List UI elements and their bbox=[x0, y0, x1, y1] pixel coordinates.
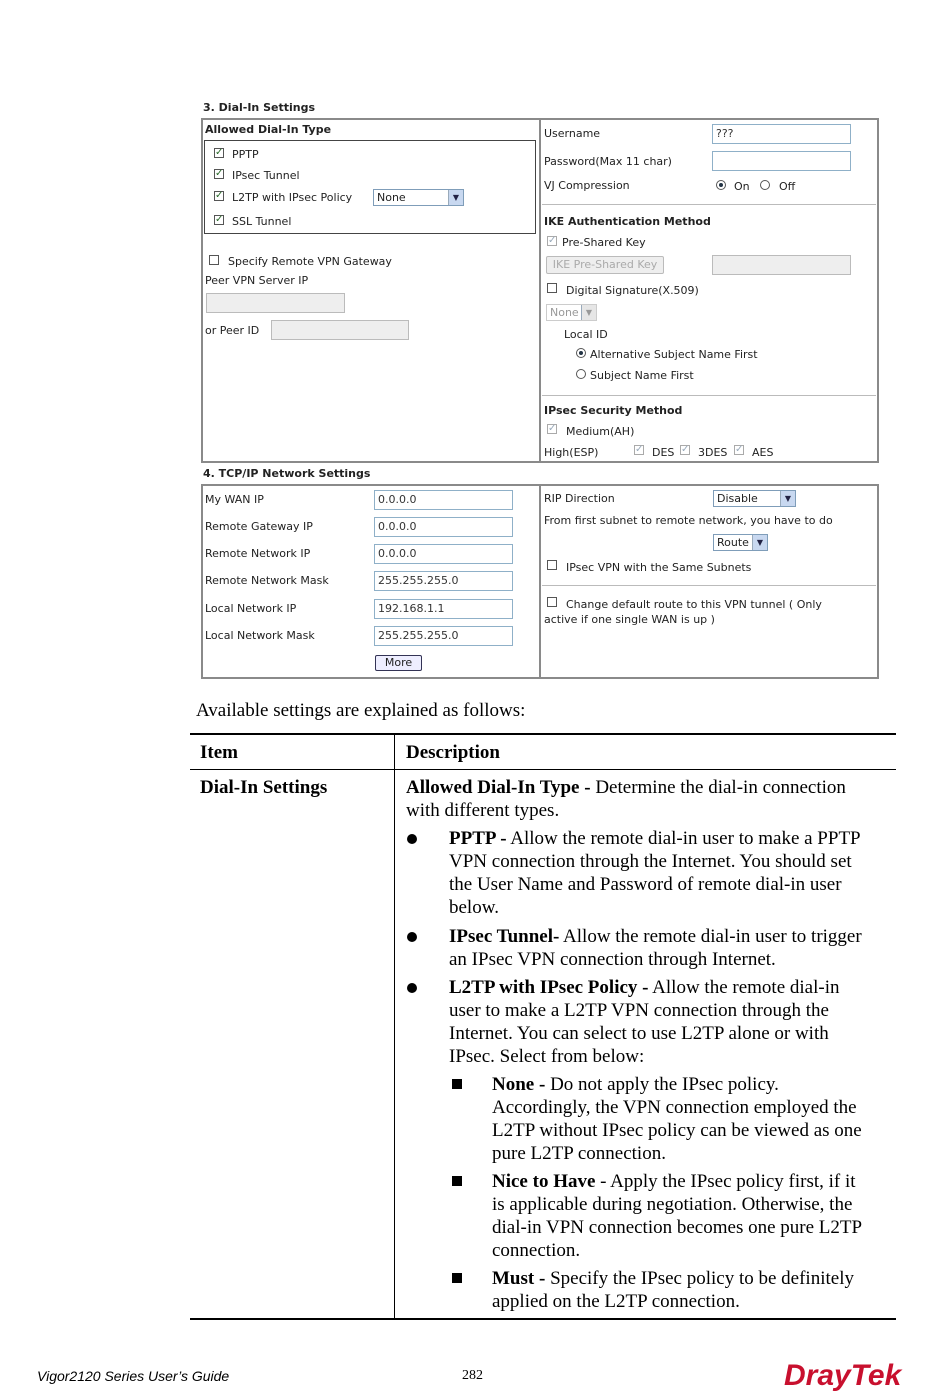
table-top-rule bbox=[190, 733, 896, 735]
des-checkbox[interactable]: ✓ bbox=[635, 444, 644, 455]
peer-vpn-ip-label: Peer VPN Server IP bbox=[205, 274, 309, 287]
footer-guide: Vigor2120 Series User’s Guide bbox=[37, 1368, 230, 1384]
same-subnets-label: IPsec VPN with the Same Subnets bbox=[566, 561, 752, 574]
route-value: Route bbox=[717, 536, 749, 549]
subject-first-label: Subject Name First bbox=[590, 369, 694, 382]
subject-first-radio[interactable] bbox=[576, 369, 586, 379]
pptp-line-1: Allow the remote dial-in user to make a PPTP bbox=[506, 828, 861, 849]
separator bbox=[542, 585, 876, 586]
allowed-type-text-2: with different types. bbox=[406, 800, 560, 821]
l2tp-label: L2TP with IPsec Policy bbox=[232, 191, 353, 204]
ike-key-button[interactable]: IKE Pre-Shared Key bbox=[546, 256, 664, 274]
local-net-input[interactable]: 192.168.1.1 bbox=[374, 599, 513, 619]
nice-desc bbox=[492, 1170, 862, 1262]
rip-direction-label: RIP Direction bbox=[544, 492, 615, 505]
vj-on-label: On bbox=[734, 180, 750, 193]
ipsec-method-title: IPsec Security Method bbox=[544, 404, 683, 417]
remote-net-label: Remote Network IP bbox=[205, 547, 311, 560]
separator bbox=[542, 395, 876, 396]
my-wan-ip-input[interactable]: 0.0.0.0 bbox=[374, 490, 513, 510]
des-label: DES bbox=[652, 446, 675, 459]
change-route-label-2: active if one single WAN is up ) bbox=[544, 613, 715, 626]
none-line-2: Accordingly, the VPN connection employed the bbox=[492, 1097, 857, 1118]
peer-id-input[interactable] bbox=[271, 320, 409, 340]
row-item: Dial-In Settings bbox=[200, 777, 328, 798]
pre-shared-checkbox[interactable]: ✓ bbox=[548, 235, 557, 246]
table-bottom-rule bbox=[190, 1318, 896, 1320]
chevron-down-icon: ▼ bbox=[780, 491, 795, 506]
bullet-square bbox=[452, 1273, 462, 1283]
medium-label: Medium(AH) bbox=[566, 425, 635, 438]
nice-line-1: - Apply the IPsec policy first, if it bbox=[595, 1171, 856, 1192]
same-subnets-checkbox[interactable] bbox=[547, 560, 557, 570]
none-term: None - bbox=[492, 1074, 546, 1095]
alt-subject-radio[interactable] bbox=[576, 348, 586, 358]
nice-line-2: is applicable during negotiation. Otherwise, the bbox=[492, 1194, 853, 1215]
nice-line-3: dial-in VPN connection becomes one pure L2TP bbox=[492, 1217, 863, 1238]
ssl-tunnel-label: SSL Tunnel bbox=[232, 215, 292, 228]
panel-divider bbox=[539, 118, 541, 463]
specify-gateway-checkbox[interactable] bbox=[209, 255, 219, 265]
draytek-logo: DrayTek bbox=[784, 1359, 902, 1392]
pptp-desc bbox=[449, 827, 861, 919]
dialin-title: 3. Dial-In Settings bbox=[203, 101, 315, 114]
pptp-checkbox[interactable]: ✓ bbox=[215, 147, 224, 158]
l2tp-checkbox[interactable]: ✓ bbox=[215, 190, 224, 201]
ipsec-tunnel-label: IPsec Tunnel bbox=[232, 169, 300, 182]
bullet-square bbox=[452, 1079, 462, 1089]
my-wan-ip-label: My WAN IP bbox=[205, 493, 264, 506]
allowed-type-term: Allowed Dial-In Type - bbox=[406, 777, 591, 798]
local-net-label: Local Network IP bbox=[205, 602, 297, 615]
pptp-term: PPTP - bbox=[449, 828, 507, 849]
peer-vpn-ip-input[interactable] bbox=[206, 293, 345, 313]
specify-gateway-label: Specify Remote VPN Gateway bbox=[228, 255, 392, 268]
bullet-square bbox=[452, 1176, 462, 1186]
remote-mask-label: Remote Network Mask bbox=[205, 574, 329, 587]
col-desc-header: Description bbox=[406, 742, 500, 763]
vj-off-radio[interactable] bbox=[760, 180, 770, 190]
panel-divider bbox=[539, 484, 541, 679]
ssl-tunnel-checkbox[interactable]: ✓ bbox=[215, 214, 224, 225]
pptp-line-4: below. bbox=[449, 897, 499, 918]
nice-term: Nice to Have bbox=[492, 1171, 596, 1192]
vj-off-label: Off bbox=[779, 180, 796, 193]
l2tp-policy-value: None bbox=[377, 191, 406, 204]
l2tp-policy-select[interactable] bbox=[373, 189, 464, 206]
ipsec-line-2: an IPsec VPN connection through Internet. bbox=[449, 949, 776, 970]
digital-sig-value: None bbox=[550, 306, 579, 319]
username-input[interactable]: ??? bbox=[712, 124, 851, 144]
medium-checkbox[interactable]: ✓ bbox=[548, 423, 557, 434]
alt-subject-label: Alternative Subject Name First bbox=[590, 348, 758, 361]
none-line-4: pure L2TP connection. bbox=[492, 1143, 666, 1164]
bullet-dot bbox=[407, 932, 417, 942]
3des-checkbox[interactable]: ✓ bbox=[681, 444, 690, 455]
digital-sig-label: Digital Signature(X.509) bbox=[566, 284, 699, 297]
remote-mask-input[interactable]: 255.255.255.0 bbox=[374, 571, 513, 591]
remote-gw-input[interactable]: 0.0.0.0 bbox=[374, 517, 513, 537]
ipsec-line-1: Allow the remote dial-in user to trigger bbox=[559, 926, 862, 947]
l2tp-line-3: Internet. You can select to use L2TP alone or with bbox=[449, 1023, 829, 1044]
route-select[interactable] bbox=[713, 534, 768, 551]
change-route-label-1: Change default route to this VPN tunnel ( Only bbox=[566, 598, 822, 611]
chevron-down-icon: ▼ bbox=[448, 190, 463, 205]
high-label: High(ESP) bbox=[544, 446, 599, 459]
rip-direction-value: Disable bbox=[717, 492, 758, 505]
password-input[interactable] bbox=[712, 151, 851, 171]
nice-line-4: connection. bbox=[492, 1240, 581, 1261]
ipsec-tunnel-checkbox[interactable]: ✓ bbox=[215, 168, 224, 179]
3des-label: 3DES bbox=[698, 446, 728, 459]
change-route-checkbox[interactable] bbox=[547, 597, 557, 607]
separator bbox=[542, 204, 876, 205]
remote-net-input[interactable]: 0.0.0.0 bbox=[374, 544, 513, 564]
none-line-3: L2TP without IPsec policy can be viewed as one bbox=[492, 1120, 862, 1141]
local-mask-input[interactable]: 255.255.255.0 bbox=[374, 626, 513, 646]
from-subnet-label: From first subnet to remote network, you have to do bbox=[544, 514, 833, 527]
l2tp-line-4: IPsec. Select from below: bbox=[449, 1046, 645, 1067]
aes-checkbox[interactable]: ✓ bbox=[735, 444, 744, 455]
local-id-label: Local ID bbox=[564, 328, 608, 341]
intro-text: Available settings are explained as follows: bbox=[196, 700, 526, 721]
bullet-dot bbox=[407, 834, 417, 844]
must-line-2: applied on the L2TP connection. bbox=[492, 1291, 740, 1312]
ike-title: IKE Authentication Method bbox=[544, 215, 711, 228]
peer-id-label: or Peer ID bbox=[205, 324, 260, 337]
none-desc bbox=[492, 1073, 862, 1165]
l2tp-line-2: user to make a L2TP VPN connection through the bbox=[449, 1000, 829, 1021]
l2tp-term: L2TP with IPsec Policy - bbox=[449, 977, 649, 998]
local-mask-label: Local Network Mask bbox=[205, 629, 315, 642]
digital-sig-checkbox[interactable] bbox=[547, 283, 557, 293]
vj-compression-label: VJ Compression bbox=[544, 179, 630, 192]
page-number: 282 bbox=[462, 1368, 483, 1383]
ike-key-input[interactable] bbox=[712, 255, 851, 275]
aes-label: AES bbox=[752, 446, 774, 459]
must-line-1: Specify the IPsec policy to be definitely bbox=[545, 1268, 854, 1289]
remote-gw-label: Remote Gateway IP bbox=[205, 520, 313, 533]
password-label: Password(Max 11 char) bbox=[544, 155, 672, 168]
l2tp-line-1: Allow the remote dial-in bbox=[648, 977, 840, 998]
column-divider bbox=[394, 733, 395, 1319]
allowed-type-label: Allowed Dial-In Type bbox=[205, 123, 332, 136]
pptp-line-2: VPN connection through the Internet. You should set bbox=[449, 851, 852, 872]
rip-direction-select[interactable] bbox=[713, 490, 796, 507]
pptp-line-3: the User Name and Password of remote dial-in user bbox=[449, 874, 842, 895]
chevron-down-icon: ▼ bbox=[581, 305, 596, 320]
l2tp-desc bbox=[449, 976, 840, 1068]
chevron-down-icon: ▼ bbox=[752, 535, 767, 550]
none-line-1: Do not apply the IPsec policy. bbox=[545, 1074, 779, 1095]
allowed-type-text: Determine the dial-in connection bbox=[590, 777, 846, 798]
bullet-dot bbox=[407, 983, 417, 993]
must-desc bbox=[492, 1267, 854, 1313]
more-button[interactable]: More bbox=[375, 655, 422, 671]
pre-shared-label: Pre-Shared Key bbox=[562, 236, 646, 249]
username-label: Username bbox=[544, 127, 601, 140]
must-term: Must - bbox=[492, 1268, 546, 1289]
pptp-label: PPTP bbox=[232, 148, 259, 161]
col-item-header: Item bbox=[200, 742, 238, 763]
ipsec-term: IPsec Tunnel- bbox=[449, 926, 560, 947]
ipsec-desc bbox=[449, 925, 862, 971]
vj-on-radio[interactable] bbox=[716, 180, 726, 190]
header-rule bbox=[190, 769, 896, 770]
tcpip-title: 4. TCP/IP Network Settings bbox=[203, 467, 371, 480]
allowed-type-desc bbox=[406, 776, 846, 822]
digital-sig-select[interactable] bbox=[546, 304, 597, 321]
